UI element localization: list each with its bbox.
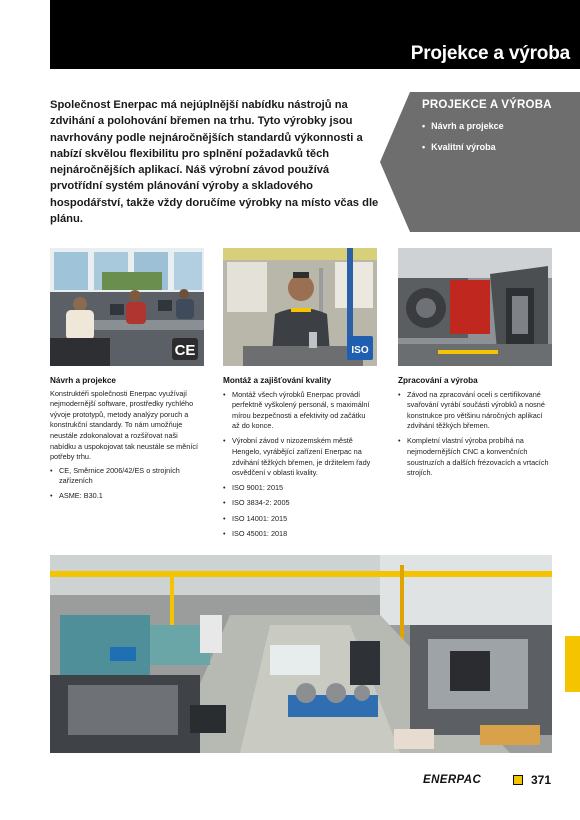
sidebar-title: PROJEKCE A VÝROBA [422,99,552,111]
column-bullets [223,390,375,540]
column-title: Zpracování a výroba [398,376,478,385]
bullet-item: • ISO 14001: 2015 [223,514,375,525]
sidebar-list [422,121,504,163]
photo-factory-floor [50,555,552,753]
column-title: Montáž a zajišťování kvality [223,376,332,385]
bullet-item: • Kompletní vlastní výroba probíhá na nejmodernějších CNC a konvenčních soustruzích a dalších frézovacích a vrtacích strojích. [398,436,550,478]
bullet-item: • Výrobní závod v nizozemském městě Hengelo, vyrábějící zařízení Enerpac na zdvihání těžkých břemen, je držitelem řady osvědčení v oblasti kvality. [223,436,375,478]
bullet-item: • Závod na zpracování oceli s certifikované svařování vyrábí součásti výrobků a nosné konstrukce pro většinu náročných aplikací zdvihání těžkých břemen. [398,390,550,432]
brand-logo-text: ENERPAC [423,774,482,786]
photo-design-office [50,248,204,366]
section-edge-tab [565,636,580,692]
sidebar-item: • Návrh a projekce [422,121,504,131]
bullet-item: • Montáž všech výrobků Enerpac provádí perfektně vyškolený personál, s maximální mírou bezpečnosti a efektivity od začátku až do konce. [223,390,375,432]
page-footer [423,774,553,788]
column-body: Konstruktéři společnosti Enerpac využívají nejmodernější software, prostředky rychlého vývoje prototypů, metody analýzy poruch a konstrukční standardy. To nám umožňuje neustále zdokonalovat a rozšiřovat naši nabídku a uspokojovat tak neustále se měnící potřeby trhu. [50,388,199,462]
column-design [50,376,202,507]
column-title: Návrh a projekce [50,376,116,385]
column-bullets [50,466,202,502]
brand-logo-mark-icon [513,775,523,785]
ce-mark: CE [174,342,196,359]
bullet-item: • ISO 45001: 2018 [223,529,375,540]
bullet-item: • ISO 9001: 2015 [223,483,375,494]
bullet-item: • CE, Směrnice 2006/42/ES o strojních zařízeních [50,466,202,487]
intro-paragraph: Společnost Enerpac má nejúplnější nabídku nástrojů na zdvihání a polohování břemen na trhu. Tyto výrobky jsou navrhovány podle nejnáročnějších standardů výkonnosti a nabízí skvělou flexibilitu pro splnění požadavků těch nejnáročnějších aplikací. Náš výrobní závod používá prvotřídní systém plánování výroby a skladového hospodářství, takže vždy doručíme výrobky na místo včas dle plánu. [50,99,379,226]
iso-mark: ISO [351,345,369,356]
page-number: 371 [531,773,552,787]
page-title: Projekce a výroba [410,43,570,64]
sidebar-panel [380,92,580,232]
bullet-item: • ASME: B30.1 [50,491,202,502]
page-header-bar [50,0,580,69]
photo-quality-inspection [223,248,377,366]
column-fabrication [398,376,550,483]
bullet-item: • ISO 3834-2: 2005 [223,498,375,509]
column-bullets [398,390,550,479]
photo-steel-fabrication [398,248,552,366]
sidebar-item: • Kvalitní výroba [422,142,504,152]
column-assembly-quality [223,376,375,544]
